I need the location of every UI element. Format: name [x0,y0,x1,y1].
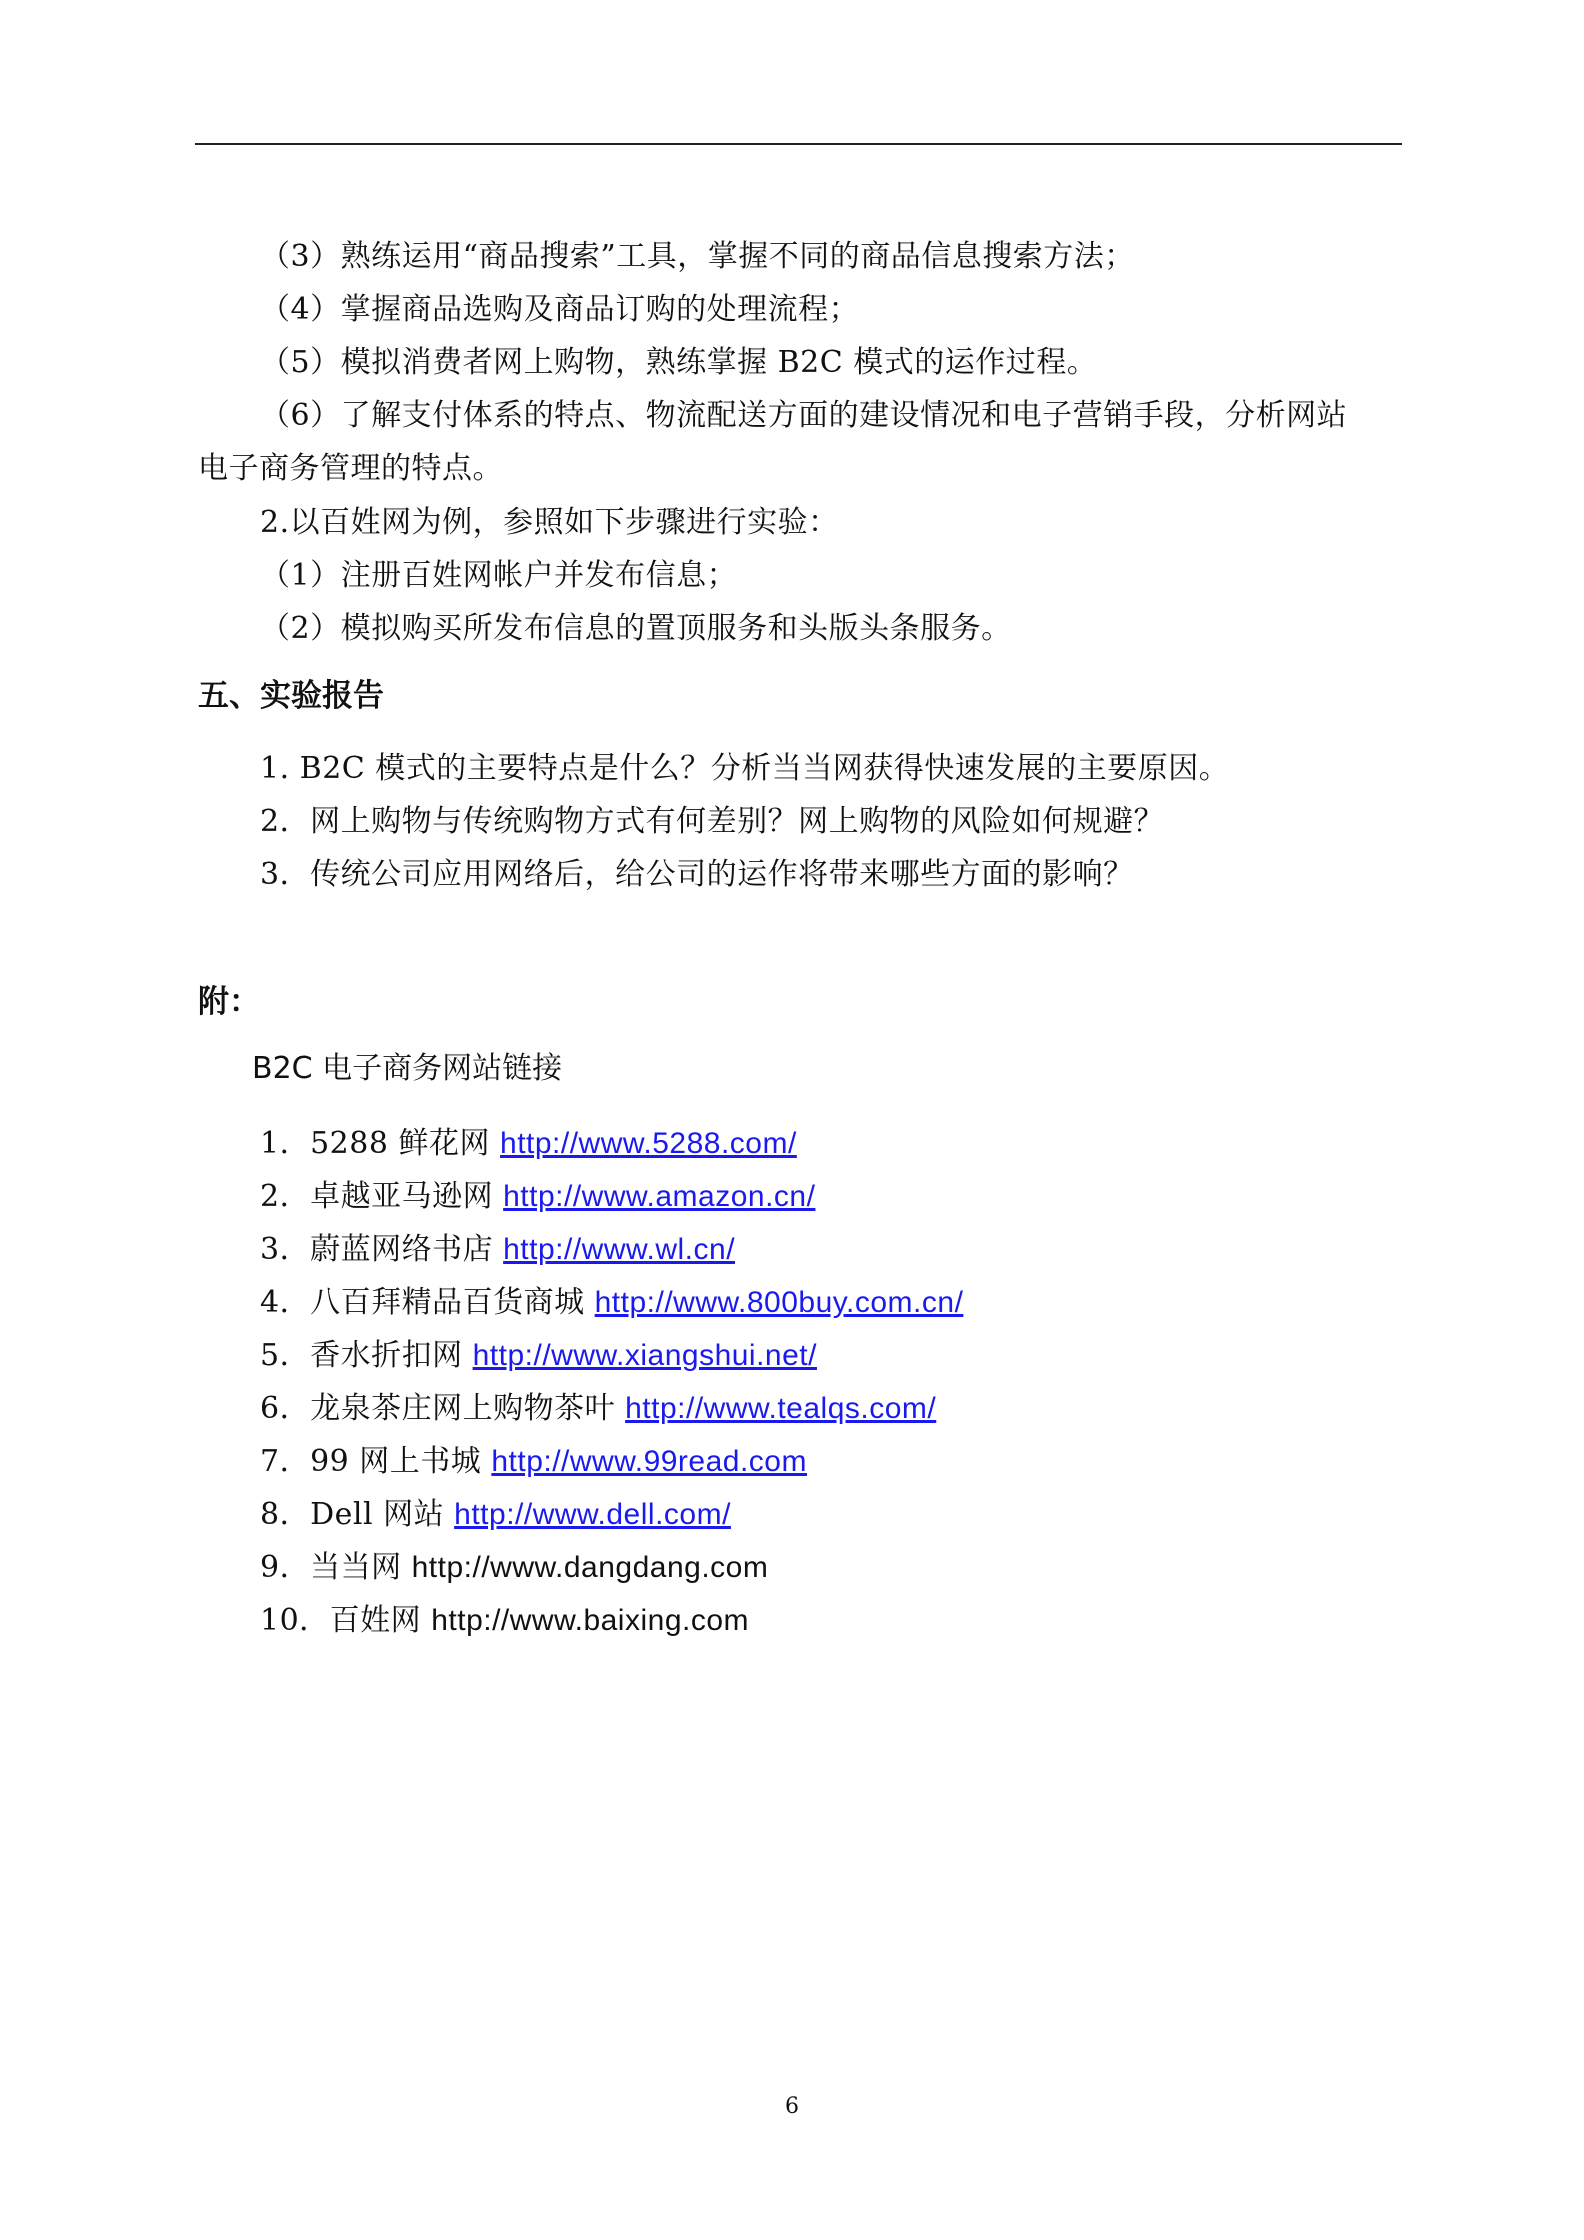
url-baixing: http://www.baixing.com [431,1604,750,1637]
objective-6: （6）了解支付体系的特点、物流配送方面的建设情况和电子营销手段，分析网站 [260,398,1348,433]
link-item [260,1442,807,1482]
link-item-label: 10．百姓网 [260,1603,432,1638]
link-item [260,1495,731,1535]
link-item-label: 1．5288 鲜花网 [260,1126,501,1161]
report-question-3: 3．传统公司应用网络后，给公司的运作将带来哪些方面的影响？ [260,857,1134,892]
link-item-label: 3．蔚蓝网络书店 [260,1232,504,1267]
experiment-step-intro: 2.以百姓网为例，参照如下步骤进行实验： [260,505,839,540]
link-item-label: 6．龙泉茶庄网上购物茶叶 [260,1391,626,1426]
appendix-subtitle: B2C 电子商务网站链接 [252,1051,563,1086]
objective-6-continued: 电子商务管理的特点。 [198,451,503,486]
link-item-label: 9．当当网 [260,1550,412,1585]
link-800buy[interactable]: http://www.800buy.com.cn/ [594,1286,964,1319]
link-item [260,1548,768,1588]
link-item-label: 7．99 网上书城 [260,1444,492,1479]
link-amazon[interactable]: http://www.amazon.cn/ [503,1180,816,1213]
link-item [260,1230,735,1270]
link-5288[interactable]: http://www.5288.com/ [500,1127,797,1160]
link-99read[interactable]: http://www.99read.com [491,1445,807,1478]
link-item [260,1177,815,1217]
link-wl[interactable]: http://www.wl.cn/ [503,1233,736,1266]
appendix-title: 附： [198,984,260,1020]
objective-5: （5）模拟消费者网上购物，熟练掌握 B2C 模式的运作过程。 [260,345,1098,380]
link-item [260,1389,936,1429]
link-item-label: 4．八百拜精品百货商城 [260,1285,595,1320]
section-title-report: 五、实验报告 [198,678,384,714]
url-dangdang: http://www.dangdang.com [411,1551,769,1584]
page-number: 6 [785,2094,799,2119]
link-item-label: 2．卓越亚马逊网 [260,1179,504,1214]
link-item-label: 5．香水折扣网 [260,1338,473,1373]
link-tealqs[interactable]: http://www.tealqs.com/ [625,1392,937,1425]
report-question-1: 1. B2C 模式的主要特点是什么？分析当当网获得快速发展的主要原因。 [260,751,1230,786]
link-xiangshui[interactable]: http://www.xiangshui.net/ [472,1339,817,1372]
link-item-label: 8．Dell 网站 [260,1497,455,1532]
objective-4: （4）掌握商品选购及商品订购的处理流程； [260,292,860,327]
link-item [260,1601,749,1641]
link-dell[interactable]: http://www.dell.com/ [454,1498,731,1531]
experiment-step-1: （1）注册百姓网帐户并发布信息； [260,558,738,593]
link-item [260,1283,963,1323]
header-rule [195,143,1402,145]
link-item [260,1336,817,1376]
report-question-2: 2．网上购物与传统购物方式有何差别？网上购物的风险如何规避？ [260,804,1165,839]
experiment-step-2: （2）模拟购买所发布信息的置顶服务和头版头条服务。 [260,611,1012,646]
objective-3: （3）熟练运用“商品搜索”工具，掌握不同的商品信息搜索方法； [260,239,1135,274]
link-item [260,1124,797,1164]
